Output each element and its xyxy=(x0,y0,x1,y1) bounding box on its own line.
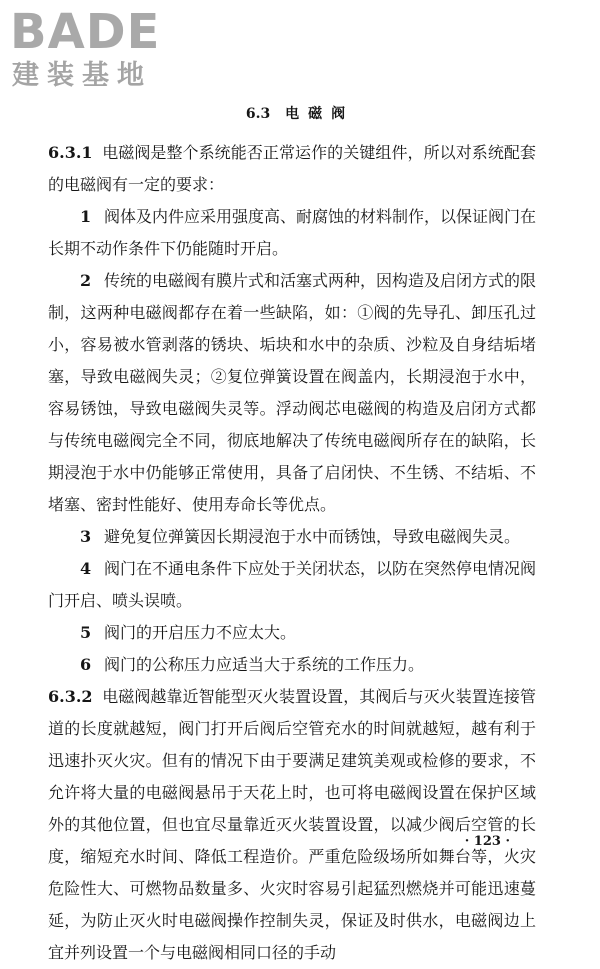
item-text: 阀门的开启压力不应太大。 xyxy=(103,623,296,642)
section-number: 6.3 xyxy=(245,106,271,122)
clause-6-3-2 xyxy=(48,681,536,969)
section-title-text: 电磁阀 xyxy=(285,106,355,122)
item-number: 6 xyxy=(80,655,92,674)
clause-item xyxy=(48,649,536,681)
item-text: 避免复位弹簧因长期浸泡于水中而锈蚀，导致电磁阀失灵。 xyxy=(103,527,520,546)
item-text: 阀门在不通电条件下应处于关闭状态，以防在突然停电情况阀门开启、喷头误喷。 xyxy=(48,559,536,610)
clause-number: 6.3.1 xyxy=(48,143,93,162)
body-text xyxy=(48,137,536,969)
section-title xyxy=(0,103,600,125)
logo xyxy=(10,6,180,98)
item-number: 3 xyxy=(80,527,92,546)
page-number: · 123 · xyxy=(464,834,510,849)
item-number: 1 xyxy=(80,207,92,226)
clause-text: 电磁阀越靠近智能型灭火装置设置，其阀后与灭火装置连接管道的长度就越短，阀门打开后阀后空管充水的时间就越短，越有利于迅速扑灭火灾。但有的情况下由于要满足建筑美观或检修的要求，不允许将大量的电磁阀悬吊于天花上时，也可将电磁阀设置在保护区域外的其他位置，但也宜尽量靠近灭火装置设置，以减少阀后空管的长度，缩短充水时间、降低工程造价。严重危险级场所如舞台等，火灾危险性大、可燃物品数量多、火灾时容易引起猛烈燃烧并可能迅速蔓延，为防止灭火时电磁阀操作控制失灵，保证及时供水，电磁阀边上宜并列设置一个与电磁阀相同口径的手动 xyxy=(48,687,536,962)
item-text: 传统的电磁阀有膜片式和活塞式两种，因构造及启闭方式的限制，这两种电磁阀都存在着一些缺陷，如：①阀的先导孔、卸压孔过小，容易被水管剥落的锈块、垢块和水中的杂质、沙粒及自身结垢堵塞，导致电磁阀失灵；②复位弹簧设置在阀盖内，长期浸泡于水中，容易锈蚀，导致电磁阀失灵等。浮动阀芯电磁阀的构造及启闭方式都与传统电磁阀完全不同，彻底地解决了传统电磁阀所存在的缺陷，长期浸泡于水中仍能够正常使用，具备了启闭快、不生锈、不结垢、不堵塞、密封性能好、使用寿命长等优点。 xyxy=(48,271,536,514)
item-number: 4 xyxy=(80,559,92,578)
logo-tagline: 建装基地 xyxy=(12,60,152,91)
item-text: 阀门的公称压力应适当大于系统的工作压力。 xyxy=(103,655,424,674)
item-number: 2 xyxy=(80,271,92,290)
clause-item xyxy=(48,521,536,553)
logo-brand: BADE xyxy=(10,4,161,60)
item-number: 5 xyxy=(80,623,92,642)
clause-item xyxy=(48,201,536,265)
clause-item xyxy=(48,617,536,649)
item-text: 阀体及内件应采用强度高、耐腐蚀的材料制作，以保证阀门在长期不动作条件下仍能随时开启。 xyxy=(48,207,536,258)
clause-item xyxy=(48,265,536,521)
clause-number: 6.3.2 xyxy=(48,687,93,706)
clause-text: 电磁阀是整个系统能否正常运作的关键组件，所以对系统配套的电磁阀有一定的要求： xyxy=(48,143,536,194)
clause-6-3-1 xyxy=(48,137,536,201)
clause-item xyxy=(48,553,536,617)
